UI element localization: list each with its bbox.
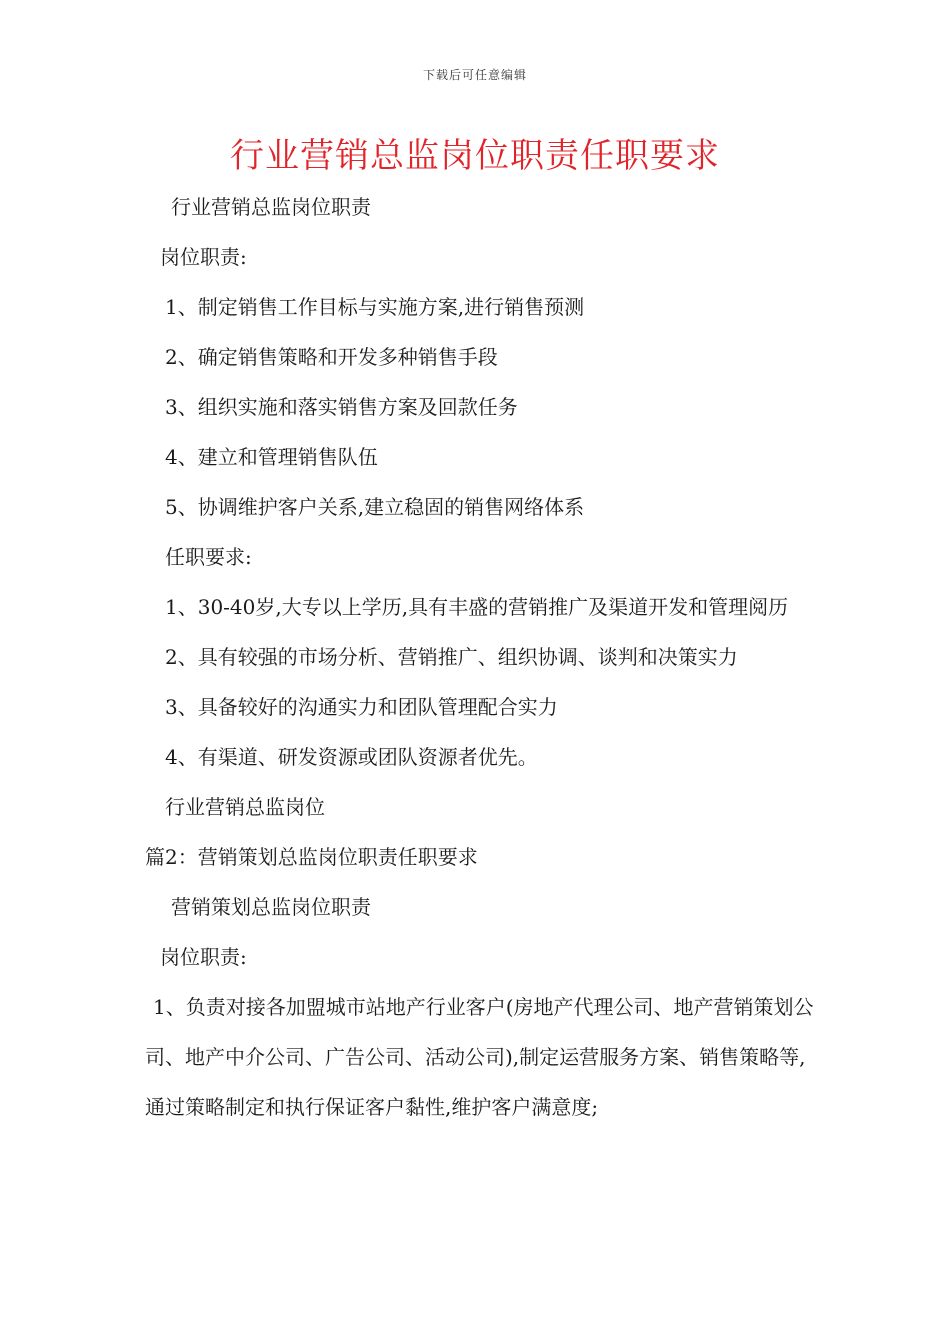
list-item: 4、有渠道、研发资源或团队资源者优先。	[165, 745, 538, 769]
list-item: 5、协调维护客户关系,建立稳固的销售网络体系	[165, 495, 585, 519]
closing-line: 行业营销总监岗位	[165, 795, 325, 819]
section-heading-part2: 篇2：营销策划总监岗位职责任职要求	[145, 845, 478, 869]
list-item: 1、30-40岁,大专以上学历,具有丰盛的营销推广及渠道开发和管理阅历	[165, 595, 789, 619]
list-item: 3、组织实施和落实销售方案及回款任务	[165, 395, 518, 419]
list-item: 4、建立和管理销售队伍	[165, 445, 378, 469]
list-item: 3、具备较好的沟通实力和团队管理配合实力	[165, 695, 558, 719]
section-heading: 行业营销总监岗位职责	[171, 195, 371, 219]
document-body	[145, 182, 815, 1132]
document-title: 行业营销总监岗位职责任职要求	[230, 136, 720, 176]
list-item: 2、具有较强的市场分析、营销推广、组织协调、谈判和决策实力	[165, 645, 738, 669]
subsection-heading: 岗位职责:	[160, 245, 247, 269]
list-item: 1、制定销售工作目标与实施方案,进行销售预测	[165, 295, 585, 319]
list-item: 1、负责对接各加盟城市站地产行业客户(房地产代理公司、地产营销策划公司、地产中介公司、广告公司、活动公司),制定运营服务方案、销售策略等,通过策略制定和执行保证客户黏性,维护客户满意度;	[145, 995, 814, 1119]
header-note: 下载后可任意编辑	[422, 68, 527, 82]
subsection-heading: 任职要求:	[165, 545, 252, 569]
subsection-heading: 岗位职责:	[160, 945, 247, 969]
list-item: 2、确定销售策略和开发多种销售手段	[165, 345, 498, 369]
section-heading: 营销策划总监岗位职责	[171, 895, 371, 919]
